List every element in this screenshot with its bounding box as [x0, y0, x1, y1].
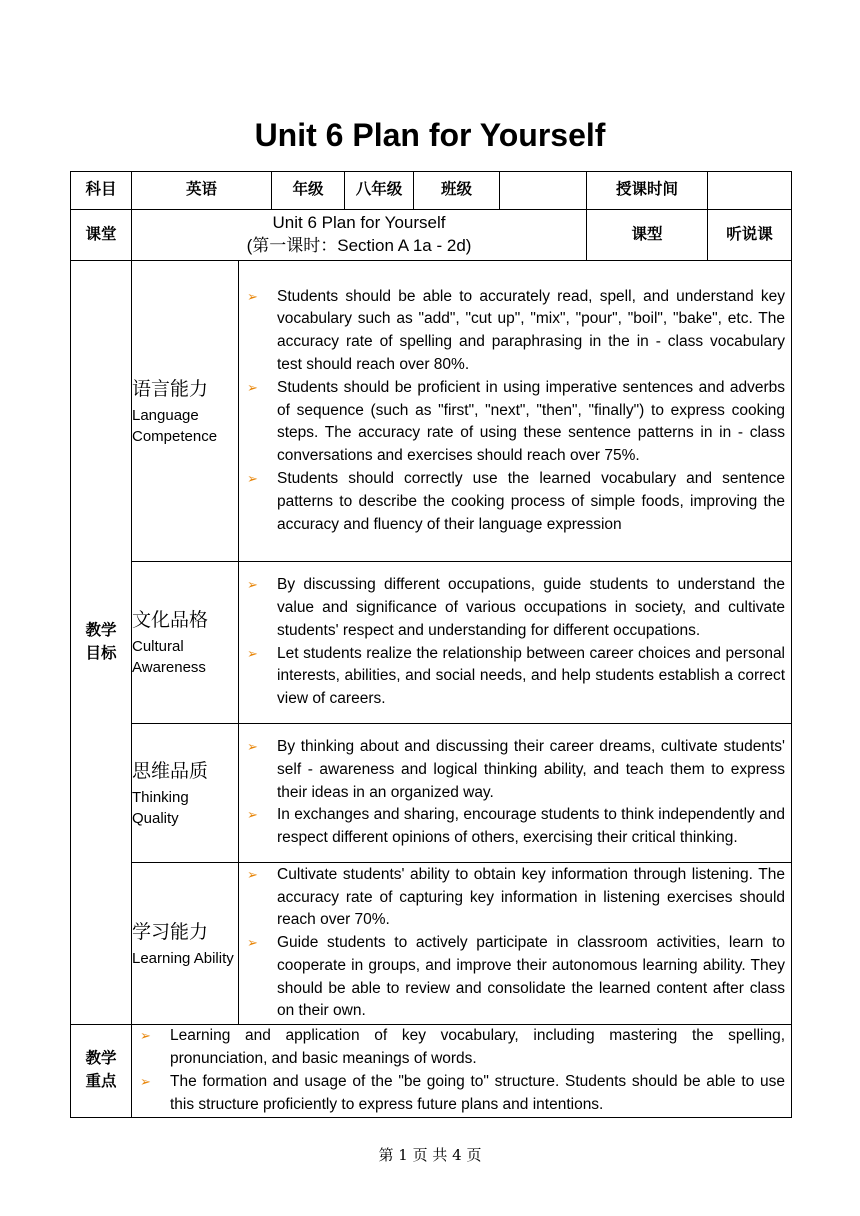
- goal-text: Students should be able to accurately read, spell, and understand key vocabulary such as "add", "cut up", "mix", "pour", "boil", "bake", etc. The accuracy rate of spelling and paraphrasing in the in - class vocabulary test should reach over 80%.: [277, 287, 786, 373]
- goal-item: [247, 377, 786, 468]
- lesson-subtitle: [132, 234, 586, 258]
- grade-value: 八年级: [345, 172, 414, 210]
- time-value: [708, 172, 792, 210]
- key-point-text: The formation and usage of the "be going to" structure. Students should be able to use this structure proficiently to express future plans and intentions.: [170, 1073, 786, 1113]
- subject-value: 英语: [132, 172, 272, 210]
- goal-text: By thinking about and discussing their career dreams, cultivate students' self - awareness and logical thinking ability, and teach them to express their ideas in an organized way.: [277, 738, 786, 801]
- class-value: [500, 172, 587, 210]
- arrowhead-bullet-icon: ➢: [247, 866, 258, 882]
- lesson-title-cell: [132, 210, 587, 261]
- goal-text: Cultivate students' ability to obtain key information through listening. The accuracy rate of capturing key information in listening exercises should reach over 70%.: [277, 865, 786, 929]
- category-cell: [132, 863, 239, 1025]
- category-cell: [132, 261, 239, 562]
- key-point-item: [140, 1025, 786, 1071]
- arrowhead-bullet-icon: ➢: [247, 288, 258, 304]
- lesson-row: [71, 210, 792, 261]
- key-point-item: [140, 1071, 786, 1117]
- arrowhead-bullet-icon: ➢: [140, 1028, 151, 1044]
- subtitle-section: Section A 1a - 2d): [337, 236, 472, 255]
- objective-row: [71, 863, 792, 1025]
- category-cell: [132, 562, 239, 724]
- lesson-plan-table: [70, 171, 792, 1118]
- category-name-cn: 思维品质: [132, 759, 209, 782]
- objective-row: [71, 261, 792, 562]
- arrowhead-bullet-icon: ➢: [247, 739, 258, 754]
- class-label: 班级: [414, 172, 500, 210]
- time-label: 授课时间: [587, 172, 708, 210]
- objectives-label-line2: 目标: [85, 644, 117, 662]
- goal-item: [247, 736, 786, 804]
- key-points-row: [71, 1025, 792, 1118]
- type-label: 课型: [587, 210, 708, 261]
- category-name-cn: 文化品格: [132, 609, 209, 631]
- category-name-en: Thinking Quality: [132, 788, 189, 827]
- category-name-en: Cultural Awareness: [132, 638, 206, 676]
- goal-text: Students should be proficient in using imperative sentences and adverbs of sequence (such as "first", "next", "then", "finally") to express cooking steps. The accuracy rate of using these sentence patterns in in - class conversations and exercises should reach over 75%.: [277, 378, 786, 465]
- arrowhead-bullet-icon: ➢: [247, 645, 258, 661]
- objectives-label: [71, 261, 132, 1025]
- arrowhead-bullet-icon: ➢: [247, 807, 258, 823]
- goal-item: [247, 804, 786, 850]
- arrowhead-bullet-icon: ➢: [247, 470, 258, 486]
- subject-label: 科目: [71, 172, 132, 210]
- goal-text: Students should correctly use the learned vocabulary and sentence patterns to describe the cooking process of simple foods, improving the accuracy and fluency of their language expression: [277, 469, 786, 533]
- subtitle-period: 第一课时：: [252, 236, 338, 256]
- grade-label: 年级: [272, 172, 345, 210]
- key-points-label-line2: 重点: [85, 1073, 117, 1090]
- category-name-cn: 学习能力: [132, 920, 209, 943]
- category-name-cn: 语言能力: [132, 377, 209, 400]
- lesson-label: 课堂: [71, 210, 132, 261]
- goal-item: [247, 468, 786, 536]
- goal-text: In exchanges and sharing, encourage students to think independently and respect different opinions of others, exercising their critical thinking.: [277, 806, 786, 847]
- goal-text: Guide students to actively participate in classroom activities, learn to cooperate in groups, and improve their autonomous learning ability. They should be able to review and consolidate the learned content after class on their own.: [277, 934, 786, 1020]
- category-goals: [239, 724, 792, 863]
- goal-item: [247, 864, 786, 932]
- goal-item: [247, 574, 786, 642]
- header-row: [71, 172, 792, 210]
- category-goals: [239, 863, 792, 1025]
- document-title: Unit 6 Plan for Yourself: [254, 117, 606, 153]
- subtitle-paren: (: [246, 236, 253, 255]
- arrowhead-bullet-icon: ➢: [247, 379, 258, 395]
- category-cell: [132, 724, 239, 863]
- arrowhead-bullet-icon: ➢: [247, 935, 258, 951]
- key-point-text: Learning and application of key vocabulary, including mastering the spelling, pronunciation, and basic meanings of words.: [170, 1027, 786, 1068]
- goal-text: By discussing different occupations, guide students to understand the value and significance of various occupations in society, and cultivate students' respect and understanding for different occupations.: [277, 576, 786, 639]
- key-points-content: [132, 1025, 792, 1118]
- arrowhead-bullet-icon: ➢: [247, 577, 258, 593]
- category-goals: [239, 261, 792, 562]
- category-name-en: Learning Ability: [132, 949, 234, 967]
- category-name-en: Language Competence: [132, 406, 218, 445]
- goal-item: [247, 286, 786, 377]
- objective-row: [71, 562, 792, 724]
- goal-item: [247, 643, 786, 711]
- lesson-title: Unit 6 Plan for Yourself: [272, 213, 446, 232]
- key-points-label-line1: 教学: [85, 1050, 117, 1068]
- objective-row: [71, 724, 792, 863]
- goal-item: [247, 932, 786, 1023]
- category-goals: [239, 562, 792, 724]
- key-points-label: [71, 1025, 132, 1118]
- goal-text: Let students realize the relationship between career choices and personal interests, abilities, and social needs, and help students establish a correct view of careers.: [277, 644, 786, 708]
- page-footer: 第 1 页 共 4 页: [378, 1146, 482, 1164]
- type-value: 听说课: [708, 210, 792, 261]
- arrowhead-bullet-icon: ➢: [140, 1074, 151, 1089]
- objectives-label-line1: 教学: [85, 621, 117, 639]
